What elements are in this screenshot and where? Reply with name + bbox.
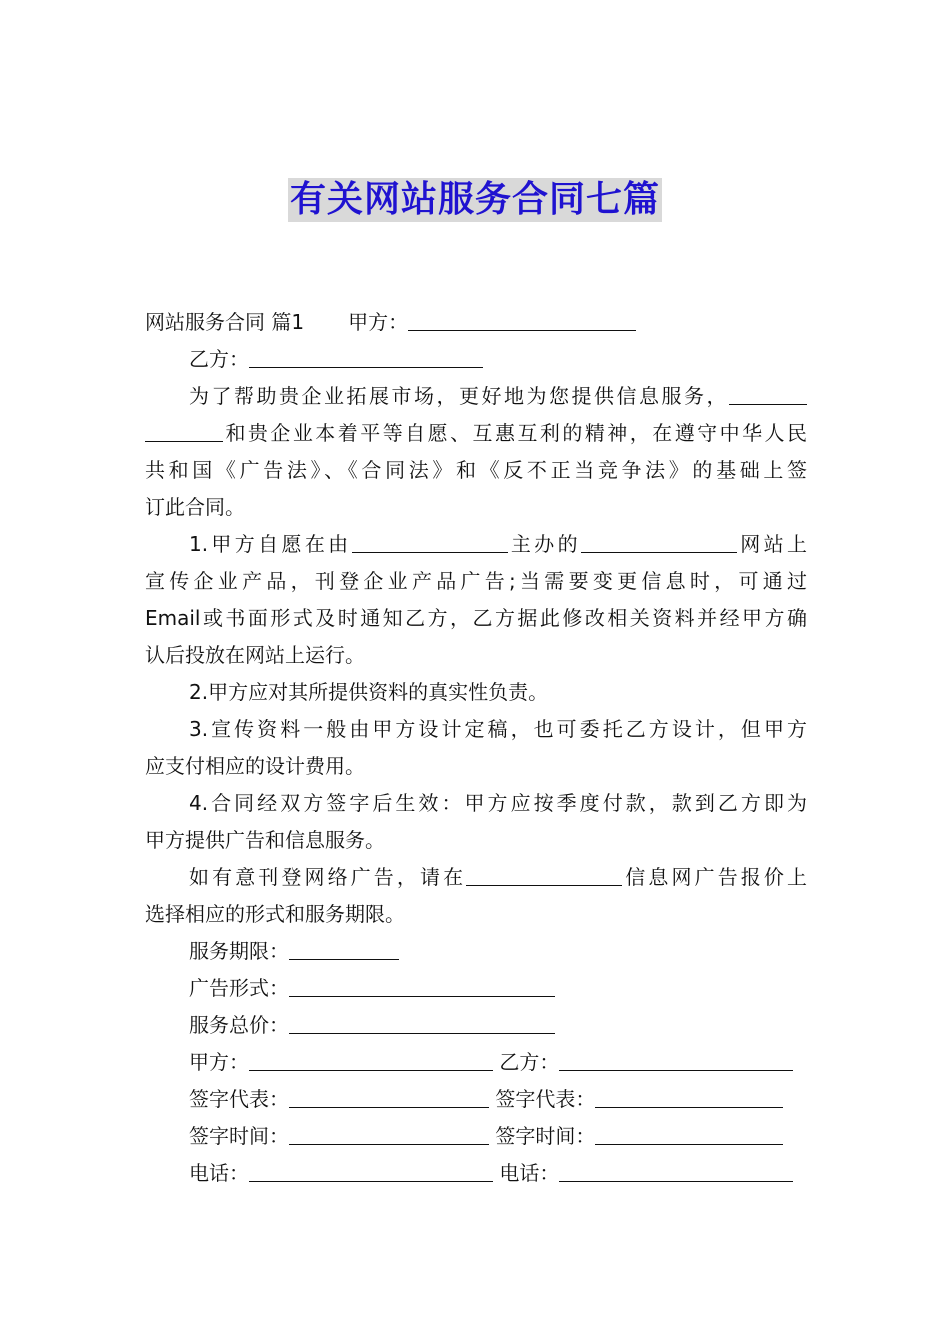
total-price-label: 服务总价： xyxy=(189,1013,289,1037)
info-net-blank xyxy=(466,863,622,886)
ad-form-line xyxy=(145,970,807,1007)
sign-party-line xyxy=(145,1044,807,1081)
paragraph-4-line-2: 应支付相应的设计费用。 xyxy=(145,754,365,778)
rep-a-blank xyxy=(289,1085,489,1108)
paragraph-2-line-2: 宣传企业产品，刊登企业产品广告;当需要变更信息时，可通过 xyxy=(145,569,807,593)
sign-time-line xyxy=(145,1118,807,1155)
tel-b-blank xyxy=(559,1159,793,1182)
sign-party-a-label: 甲方： xyxy=(189,1050,249,1074)
total-price-blank xyxy=(289,1011,555,1034)
sign-party-b-label: 乙方： xyxy=(499,1050,560,1074)
time-a-blank xyxy=(289,1122,489,1145)
paragraph-2-line-1 xyxy=(145,526,807,563)
paragraph-3: 2.甲方应对其所提供资料的真实性负责。 xyxy=(189,680,549,704)
paragraph-2-text: 主办的 xyxy=(507,532,581,556)
time-b-blank xyxy=(595,1122,783,1145)
tel-a-blank xyxy=(249,1159,493,1182)
paragraph-1-line-4: 订此合同。 xyxy=(145,495,245,519)
service-period-label: 服务期限： xyxy=(189,939,289,963)
document-title-block xyxy=(0,178,950,222)
rep-b-label: 签字代表： xyxy=(495,1087,596,1111)
service-period-line xyxy=(145,933,807,970)
rep-a-label: 签字代表： xyxy=(189,1087,289,1111)
paragraph-1-text: 为了帮助贵企业拓展市场，更好地为您提供信息服务， xyxy=(189,384,729,408)
paragraph-4-line-1: 3.宣传资料一般由甲方设计定稿，也可委托乙方设计，但甲方 xyxy=(189,717,807,741)
document-body xyxy=(145,304,807,1192)
party-a-blank xyxy=(408,308,636,331)
host-blank xyxy=(352,530,508,553)
company-blank xyxy=(729,382,807,405)
ad-form-label: 广告形式： xyxy=(189,976,289,1000)
company-blank-cont xyxy=(145,419,223,442)
sign-party-b-blank xyxy=(559,1048,793,1071)
document-title: 有关网站服务合同七篇 xyxy=(289,179,660,220)
paragraph-2-text: 网站上 xyxy=(736,532,808,556)
paragraph-1-line-1 xyxy=(145,378,807,415)
paragraph-6-text: 如有意刊登网络广告，请在 xyxy=(189,865,467,889)
paragraph-1-line-3: 共和国《广告法》、《合同法》和《反不正当竞争法》的基础上签 xyxy=(145,458,807,482)
paragraph-5-line-1: 4.合同经双方签字后生效：甲方应按季度付款，款到乙方即为 xyxy=(189,791,807,815)
paragraph-6-text: 信息网广告报价上 xyxy=(622,865,808,889)
paragraph-2-line-4: 认后投放在网站上运行。 xyxy=(145,643,365,667)
total-price-line xyxy=(145,1007,807,1044)
time-b-label: 签字时间： xyxy=(495,1124,596,1148)
party-a-label: 甲方： xyxy=(348,310,409,334)
paragraph-6-line-1 xyxy=(145,859,807,896)
party-b-line xyxy=(145,341,807,378)
sign-party-a-blank xyxy=(249,1048,493,1071)
paragraph-1-text: 和贵企业本着平等自愿、互惠互利的精神，在遵守中华人民 xyxy=(223,421,807,445)
paragraph-2-line-3: Email或书面形式及时通知乙方，乙方据此修改相关资料并经甲方确 xyxy=(145,606,807,630)
tel-a-label: 电话： xyxy=(189,1161,249,1185)
party-b-blank xyxy=(249,345,483,368)
sign-rep-line xyxy=(145,1081,807,1118)
tel-b-label: 电话： xyxy=(499,1161,560,1185)
paragraph-5-line-2: 甲方提供广告和信息服务。 xyxy=(145,828,385,852)
ad-form-blank xyxy=(289,974,555,997)
rep-b-blank xyxy=(595,1085,783,1108)
paragraph-6-line-2: 选择相应的形式和服务期限。 xyxy=(145,902,405,926)
party-b-label: 乙方： xyxy=(189,347,249,371)
heading-line xyxy=(145,304,807,341)
website-blank xyxy=(581,530,737,553)
tel-line xyxy=(145,1155,807,1192)
paragraph-2-text: 1.甲方自愿在由 xyxy=(189,532,352,556)
service-period-blank xyxy=(289,937,399,960)
contract-heading: 网站服务合同 篇1 xyxy=(145,310,305,334)
time-a-label: 签字时间： xyxy=(189,1124,289,1148)
paragraph-1-line-2 xyxy=(145,415,807,452)
